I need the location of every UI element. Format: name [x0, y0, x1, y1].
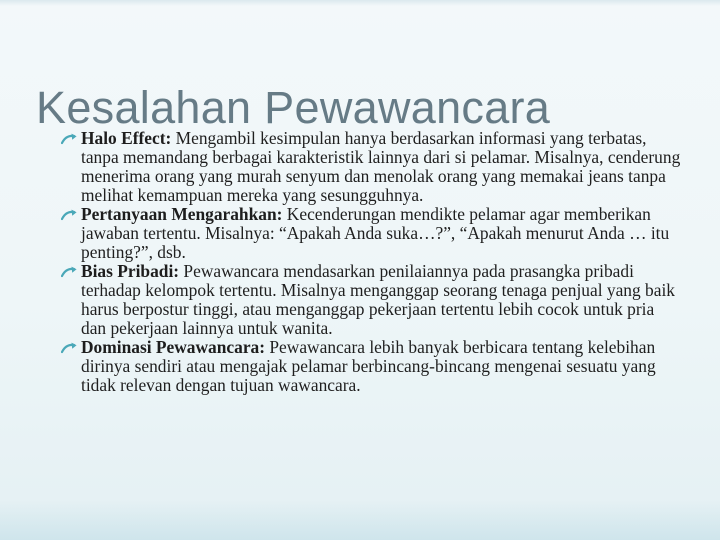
bullet-pertanyaan-mengarahkan: [81, 205, 681, 262]
bullet-text: Pewawancara lebih banyak berbicara tentang kelebihan dirinya sendiri atau mengajak pelamar berbincang-bincang mengenai sesuatu yang tidak relevan dengan tujuan wawancara.: [81, 337, 656, 395]
bullet-bias-pribadi: [81, 262, 681, 338]
bullet-term: Halo Effect:: [81, 128, 172, 148]
slide-top-edge: [0, 0, 720, 6]
bullet-text: Mengambil kesimpulan hanya berdasarkan informasi yang terbatas, tanpa memandang berbagai karakteristik lainnya dari si pelamar. Misalnya, cenderung menerima orang yang murah senyum dan menolak orang yang memakai jeans tanpa melihat kemampuan mereka yang sesungguhnya.: [81, 128, 681, 205]
bullet-halo-effect: [81, 129, 681, 205]
bullet-term: Bias Pribadi:: [81, 261, 180, 281]
bullet-term: Pertanyaan Mengarahkan:: [81, 204, 283, 224]
bullet-dominasi-pewawancara: [81, 338, 681, 395]
bullet-term: Dominasi Pewawancara:: [81, 337, 266, 357]
swoosh-arrow-icon: [61, 266, 78, 278]
slide-title: Kesalahan Pewawancara: [36, 82, 551, 133]
swoosh-arrow-icon: [61, 209, 78, 221]
swoosh-arrow-icon: [61, 342, 78, 354]
swoosh-arrow-icon: [61, 133, 78, 145]
slide-bottom-edge: [0, 500, 720, 540]
bullet-text: Kecenderungan mendikte pelamar agar memberikan jawaban tertentu. Misalnya: “Apakah Anda suka…?”, “Apakah menurut Anda … itu penting?”, dsb.: [81, 204, 670, 262]
bullet-list: [81, 129, 681, 395]
bullet-text: Pewawancara mendasarkan penilaiannya pada prasangka pribadi terhadap kelompok tertentu. Misalnya menganggap seorang tenaga penjual yang baik harus berpostur tinggi, atau menganggap pekerjaan tertentu lebih cocok untuk pria dan pekerjaan lainnya untuk wanita.: [81, 261, 675, 338]
